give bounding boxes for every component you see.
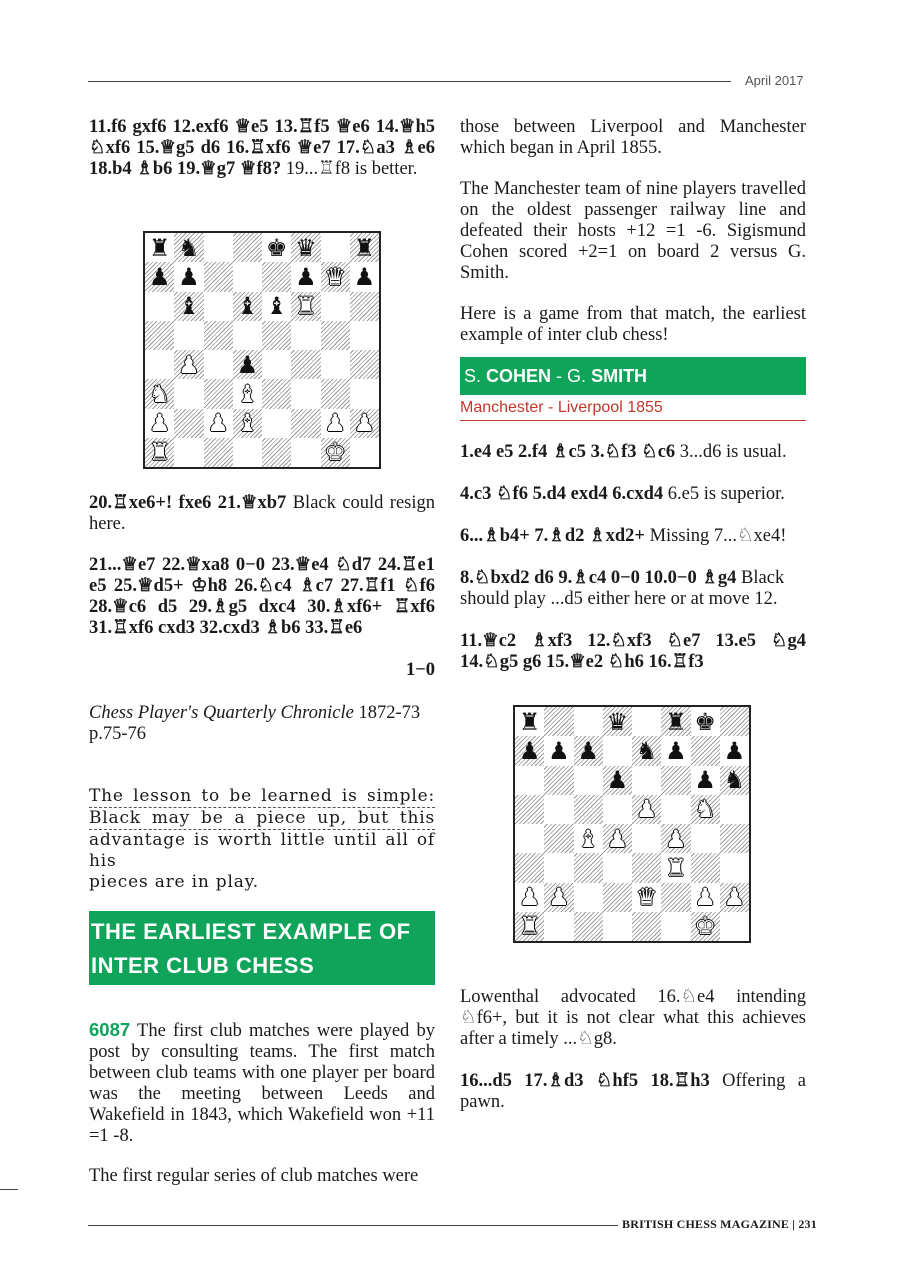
white-pawn-icon: ♟ bbox=[518, 883, 541, 912]
board-square bbox=[691, 824, 720, 853]
annotation-text: 3...d6 is usual. bbox=[675, 442, 787, 462]
board-square bbox=[574, 736, 603, 765]
white-knight-icon: ♞ bbox=[148, 379, 171, 408]
moves-text: 20.♖xe6+! fxe6 21.♕xb7 bbox=[89, 493, 287, 513]
white-pawn-icon: ♟ bbox=[665, 824, 687, 853]
black-pawn-icon: ♟ bbox=[353, 262, 376, 291]
board-square bbox=[145, 292, 174, 321]
player-separator: - G. bbox=[551, 366, 587, 386]
board-square bbox=[233, 292, 262, 321]
top-rule bbox=[88, 81, 731, 82]
black-knight-icon: ♞ bbox=[635, 736, 658, 765]
white-rook-icon: ♜ bbox=[295, 292, 317, 321]
board-square bbox=[321, 262, 350, 291]
board-square bbox=[603, 707, 632, 736]
white-pawn-icon: ♟ bbox=[207, 409, 229, 438]
annotation-text: Black could resign here. bbox=[89, 493, 435, 534]
chess-diagram-1 bbox=[143, 231, 381, 469]
board-square bbox=[233, 438, 262, 467]
black-pawn-icon: ♟ bbox=[665, 736, 687, 765]
board-square bbox=[632, 824, 661, 853]
board-square bbox=[603, 883, 632, 912]
board-square bbox=[233, 409, 262, 438]
annotation-text: 6.e5 is superior. bbox=[663, 484, 785, 504]
board-square bbox=[262, 409, 291, 438]
moves-7 bbox=[460, 1071, 806, 1113]
black-pawn-icon: ♟ bbox=[606, 766, 629, 795]
white-rook-icon: ♜ bbox=[148, 438, 171, 467]
board-square bbox=[574, 795, 603, 824]
black-king-icon: ♚ bbox=[694, 707, 716, 736]
margin-mark bbox=[0, 1189, 18, 1190]
board-square bbox=[720, 707, 749, 736]
board-square bbox=[515, 883, 544, 912]
moves-text: 4.c3 ♘f6 5.d4 exd4 6.cxd4 bbox=[460, 484, 664, 504]
board-square bbox=[544, 795, 573, 824]
white-pawn-icon: ♟ bbox=[694, 883, 716, 912]
black-pawn-icon: ♟ bbox=[577, 736, 599, 765]
white-king-icon: ♚ bbox=[324, 438, 346, 467]
board-square bbox=[291, 409, 320, 438]
page-number: 231 bbox=[798, 1217, 817, 1231]
board-square bbox=[291, 379, 320, 408]
annotation-text: Offering a pawn. bbox=[460, 1071, 806, 1112]
last-para-text: The first regular series of club matches were bbox=[89, 1166, 419, 1186]
board-square bbox=[321, 233, 350, 262]
board-square bbox=[603, 736, 632, 765]
white-pawn-icon: ♟ bbox=[178, 350, 200, 379]
page-footer bbox=[622, 1217, 817, 1232]
board-square bbox=[350, 262, 379, 291]
magazine-name: BRITISH CHESS MAGAZINE bbox=[622, 1217, 790, 1231]
board-square bbox=[321, 438, 350, 467]
board-square bbox=[321, 379, 350, 408]
board-square bbox=[720, 736, 749, 765]
board-square bbox=[350, 379, 379, 408]
game-result bbox=[89, 660, 435, 681]
moves-text: 8.♘bxd2 d6 9.♗c4 0−0 10.0−0 ♗g4 bbox=[460, 568, 737, 588]
white-knight-icon: ♞ bbox=[694, 795, 716, 824]
white-queen-icon: ♛ bbox=[635, 883, 658, 912]
board-square bbox=[603, 912, 632, 941]
board-square bbox=[204, 409, 233, 438]
source-detail: 1872-73 p.75-76 bbox=[89, 703, 421, 744]
board-square bbox=[350, 292, 379, 321]
white-pawn-icon: ♟ bbox=[353, 409, 376, 438]
board-square bbox=[544, 883, 573, 912]
white-queen-icon: ♛ bbox=[324, 262, 346, 291]
left-para-2 bbox=[89, 493, 435, 535]
board-square bbox=[233, 233, 262, 262]
source-title: Chess Player's Quarterly Chronicle bbox=[89, 703, 354, 723]
board-square bbox=[574, 853, 603, 882]
white-player: COHEN bbox=[486, 366, 552, 386]
board-square bbox=[174, 292, 203, 321]
board-square bbox=[233, 262, 262, 291]
black-knight-icon: ♞ bbox=[178, 233, 200, 262]
moves-text: 1.e4 e5 2.f4 ♗c5 3.♘f3 ♘c6 bbox=[460, 442, 676, 462]
moves-2 bbox=[460, 484, 806, 505]
white-pawn-icon: ♟ bbox=[548, 883, 570, 912]
board-square bbox=[691, 853, 720, 882]
result-text: 1−0 bbox=[405, 660, 435, 680]
board-square bbox=[262, 233, 291, 262]
board-square bbox=[515, 766, 544, 795]
white-pawn-icon: ♟ bbox=[606, 824, 629, 853]
board-square bbox=[145, 438, 174, 467]
board-square bbox=[321, 409, 350, 438]
white-pawn-icon: ♟ bbox=[723, 883, 746, 912]
bottom-rule bbox=[88, 1225, 618, 1226]
board-square bbox=[632, 736, 661, 765]
white-king-icon: ♚ bbox=[694, 912, 716, 941]
board-square bbox=[544, 912, 573, 941]
item-6087-para bbox=[89, 1019, 435, 1147]
board-square bbox=[321, 292, 350, 321]
black-bishop-icon: ♝ bbox=[265, 292, 288, 321]
board-square bbox=[262, 438, 291, 467]
board-square bbox=[632, 912, 661, 941]
board-square bbox=[204, 350, 233, 379]
board-square bbox=[262, 350, 291, 379]
board-square bbox=[174, 438, 203, 467]
item-number: 6087 bbox=[89, 1019, 131, 1040]
annotation-text: Missing 7...♘xe4! bbox=[644, 526, 787, 546]
board-square bbox=[233, 379, 262, 408]
board-square bbox=[515, 736, 544, 765]
board-square bbox=[632, 883, 661, 912]
board-square bbox=[145, 262, 174, 291]
lesson-line-1: The lesson to be learned is simple: bbox=[89, 786, 435, 806]
board-square bbox=[350, 409, 379, 438]
board-square bbox=[145, 350, 174, 379]
board-square bbox=[515, 795, 544, 824]
board-square bbox=[204, 321, 233, 350]
black-rook-icon: ♜ bbox=[665, 707, 687, 736]
moves-5 bbox=[460, 631, 806, 673]
board-square bbox=[574, 766, 603, 795]
board-square bbox=[632, 766, 661, 795]
board-square bbox=[661, 736, 690, 765]
board-square bbox=[720, 853, 749, 882]
board-square bbox=[691, 883, 720, 912]
board-square bbox=[574, 707, 603, 736]
board-square bbox=[691, 912, 720, 941]
annotation-text: 19...♖f8 is better. bbox=[285, 159, 418, 179]
black-queen-icon: ♛ bbox=[295, 233, 317, 262]
right-para-3: Here is a game from that match, the earliest example of inter club chess! bbox=[460, 304, 806, 345]
board-square bbox=[174, 321, 203, 350]
board-square bbox=[204, 292, 233, 321]
board-square bbox=[145, 233, 174, 262]
board-square bbox=[603, 795, 632, 824]
black-rook-icon: ♜ bbox=[353, 233, 376, 262]
board-square bbox=[291, 292, 320, 321]
board-square bbox=[544, 707, 573, 736]
board-square bbox=[145, 409, 174, 438]
source-citation bbox=[89, 703, 435, 745]
board-square bbox=[720, 912, 749, 941]
board-square bbox=[321, 350, 350, 379]
chess-diagram-2 bbox=[513, 705, 751, 943]
board-square bbox=[544, 824, 573, 853]
board-square bbox=[544, 766, 573, 795]
board-square bbox=[661, 912, 690, 941]
board-square bbox=[632, 707, 661, 736]
white-pawn-icon: ♟ bbox=[148, 409, 171, 438]
game-header bbox=[460, 357, 806, 395]
board-square bbox=[574, 912, 603, 941]
board-square bbox=[174, 262, 203, 291]
board-square bbox=[174, 409, 203, 438]
board-square bbox=[174, 233, 203, 262]
board-square bbox=[603, 853, 632, 882]
black-pawn-icon: ♟ bbox=[295, 262, 317, 291]
lesson-line-2: Black may be a piece up, but this bbox=[89, 808, 435, 828]
board-square bbox=[515, 824, 544, 853]
board-square bbox=[691, 736, 720, 765]
board-square bbox=[145, 321, 174, 350]
board-square bbox=[632, 795, 661, 824]
black-bishop-icon: ♝ bbox=[178, 292, 200, 321]
moves-3 bbox=[460, 526, 806, 547]
board-square bbox=[204, 379, 233, 408]
board-square bbox=[291, 438, 320, 467]
board-square bbox=[204, 262, 233, 291]
annotation-text: Black should play ...d5 either here or at move 12. bbox=[460, 568, 785, 609]
white-bishop-icon: ♝ bbox=[236, 409, 259, 438]
board-square bbox=[262, 292, 291, 321]
board-square bbox=[544, 853, 573, 882]
board-square bbox=[291, 233, 320, 262]
right-para-6: Lowenthal advocated 16.♘e4 intending ♘f6+, but it is not clear what this achieves after a timely ...♘g8. bbox=[460, 987, 806, 1049]
board-square bbox=[603, 824, 632, 853]
board-square bbox=[661, 824, 690, 853]
moves-text: 11.♕c2 ♗xf3 12.♘xf3 ♘e7 13.e5 ♘g4 14.♘g5 g6 15.♕e2 ♘h6 16.♖f3 bbox=[460, 631, 806, 672]
board-square bbox=[262, 379, 291, 408]
board-square bbox=[632, 853, 661, 882]
heading-line-2: INTER CLUB CHESS bbox=[91, 953, 315, 978]
board-square bbox=[720, 766, 749, 795]
board-square bbox=[291, 321, 320, 350]
game-event: Manchester - Liverpool 1855 bbox=[460, 399, 806, 421]
board-square bbox=[661, 795, 690, 824]
white-pawn-icon: ♟ bbox=[635, 795, 658, 824]
board-square bbox=[350, 438, 379, 467]
board-square bbox=[691, 795, 720, 824]
board-square bbox=[574, 824, 603, 853]
moves-text: 21...♕e7 22.♕xa8 0−0 23.♕e4 ♘d7 24.♖e1 e5 25.♕d5+ ♔h8 26.♘c4 ♗c7 27.♖f1 ♘f6 28.♕c6 d5 29.♗g5 dxc4 30.♗xf6+ ♖xf6 31.♖xf6 cxd3 32.cxd3 ♗b6 33.♖e6 bbox=[89, 555, 435, 638]
black-rook-icon: ♜ bbox=[518, 707, 541, 736]
board-square bbox=[515, 707, 544, 736]
board-square bbox=[233, 321, 262, 350]
white-pawn-icon: ♟ bbox=[324, 409, 346, 438]
board-square bbox=[145, 379, 174, 408]
board-square bbox=[574, 883, 603, 912]
board-square bbox=[691, 707, 720, 736]
moves-text: 6...♗b4+ 7.♗d2 ♗xd2+ bbox=[460, 526, 645, 546]
board-square bbox=[661, 883, 690, 912]
board-square bbox=[720, 824, 749, 853]
black-pawn-icon: ♟ bbox=[148, 262, 171, 291]
moves-text: 16...d5 17.♗d3 ♘hf5 18.♖h3 bbox=[460, 1071, 710, 1091]
board-square bbox=[544, 736, 573, 765]
board-square bbox=[661, 707, 690, 736]
white-initial: S. bbox=[464, 366, 482, 386]
board-square bbox=[603, 766, 632, 795]
black-pawn-icon: ♟ bbox=[694, 766, 716, 795]
white-rook-icon: ♜ bbox=[518, 912, 541, 941]
board-square bbox=[262, 321, 291, 350]
board-square bbox=[350, 321, 379, 350]
board-square bbox=[720, 883, 749, 912]
black-pawn-icon: ♟ bbox=[548, 736, 570, 765]
board-square bbox=[515, 912, 544, 941]
left-para-1 bbox=[89, 117, 435, 180]
black-pawn-icon: ♟ bbox=[723, 736, 746, 765]
board-square bbox=[233, 350, 262, 379]
board-square bbox=[291, 350, 320, 379]
left-last-para bbox=[89, 1166, 435, 1187]
black-queen-icon: ♛ bbox=[606, 707, 629, 736]
board-square bbox=[350, 350, 379, 379]
heading-line-1: THE EARLIEST EXAMPLE OF bbox=[91, 919, 411, 944]
board-square bbox=[174, 379, 203, 408]
board-square bbox=[262, 262, 291, 291]
board-square bbox=[291, 262, 320, 291]
board-square bbox=[515, 853, 544, 882]
moves-1 bbox=[460, 442, 806, 463]
black-knight-icon: ♞ bbox=[723, 766, 746, 795]
lesson-line-3: advantage is worth little until all of his bbox=[89, 830, 435, 871]
white-rook-icon: ♜ bbox=[665, 853, 687, 882]
right-para-1: those between Liverpool and Manchester which began in April 1855. bbox=[460, 117, 806, 158]
moves-text: 11.f6 gxf6 12.exf6 ♕e5 13.♖f5 ♕e6 14.♕h5 ♘xf6 15.♕g5 d6 16.♖xf6 ♕e7 17.♘a3 ♗e6 18.b4 ♗b6 19.♕g7 ♕f8? bbox=[89, 117, 435, 179]
black-king-icon: ♚ bbox=[265, 233, 288, 262]
black-rook-icon: ♜ bbox=[148, 233, 171, 262]
section-heading bbox=[89, 911, 435, 985]
black-pawn-icon: ♟ bbox=[518, 736, 541, 765]
black-player: SMITH bbox=[591, 366, 648, 386]
board-square bbox=[661, 853, 690, 882]
board-square bbox=[174, 350, 203, 379]
item-text: The first club matches were played by post by consulting teams. The first match between club teams with one player per board was the meeting between Leeds and Wakefield in 1843, which Wakefield won +11 =1 -8. bbox=[89, 1021, 435, 1146]
moves-4 bbox=[460, 568, 806, 610]
board-square bbox=[321, 321, 350, 350]
black-pawn-icon: ♟ bbox=[236, 350, 259, 379]
black-bishop-icon: ♝ bbox=[236, 292, 259, 321]
lesson-para bbox=[89, 786, 435, 893]
left-para-3 bbox=[89, 555, 435, 639]
issue-date: April 2017 bbox=[745, 73, 804, 88]
board-square bbox=[691, 766, 720, 795]
board-square bbox=[661, 766, 690, 795]
board-square bbox=[350, 233, 379, 262]
lesson-line-4: pieces are in play. bbox=[89, 872, 260, 892]
board-square bbox=[204, 438, 233, 467]
footer-sep: | bbox=[789, 1217, 799, 1231]
board-square bbox=[720, 795, 749, 824]
black-pawn-icon: ♟ bbox=[178, 262, 200, 291]
white-bishop-icon: ♝ bbox=[236, 379, 259, 408]
board-square bbox=[204, 233, 233, 262]
right-para-2: The Manchester team of nine players travelled on the oldest passenger railway line and defeated their hosts +12 =1 -6. Sigismund Cohen scored +2=1 on board 2 versus G. Smith. bbox=[460, 179, 806, 283]
white-bishop-icon: ♝ bbox=[577, 824, 599, 853]
